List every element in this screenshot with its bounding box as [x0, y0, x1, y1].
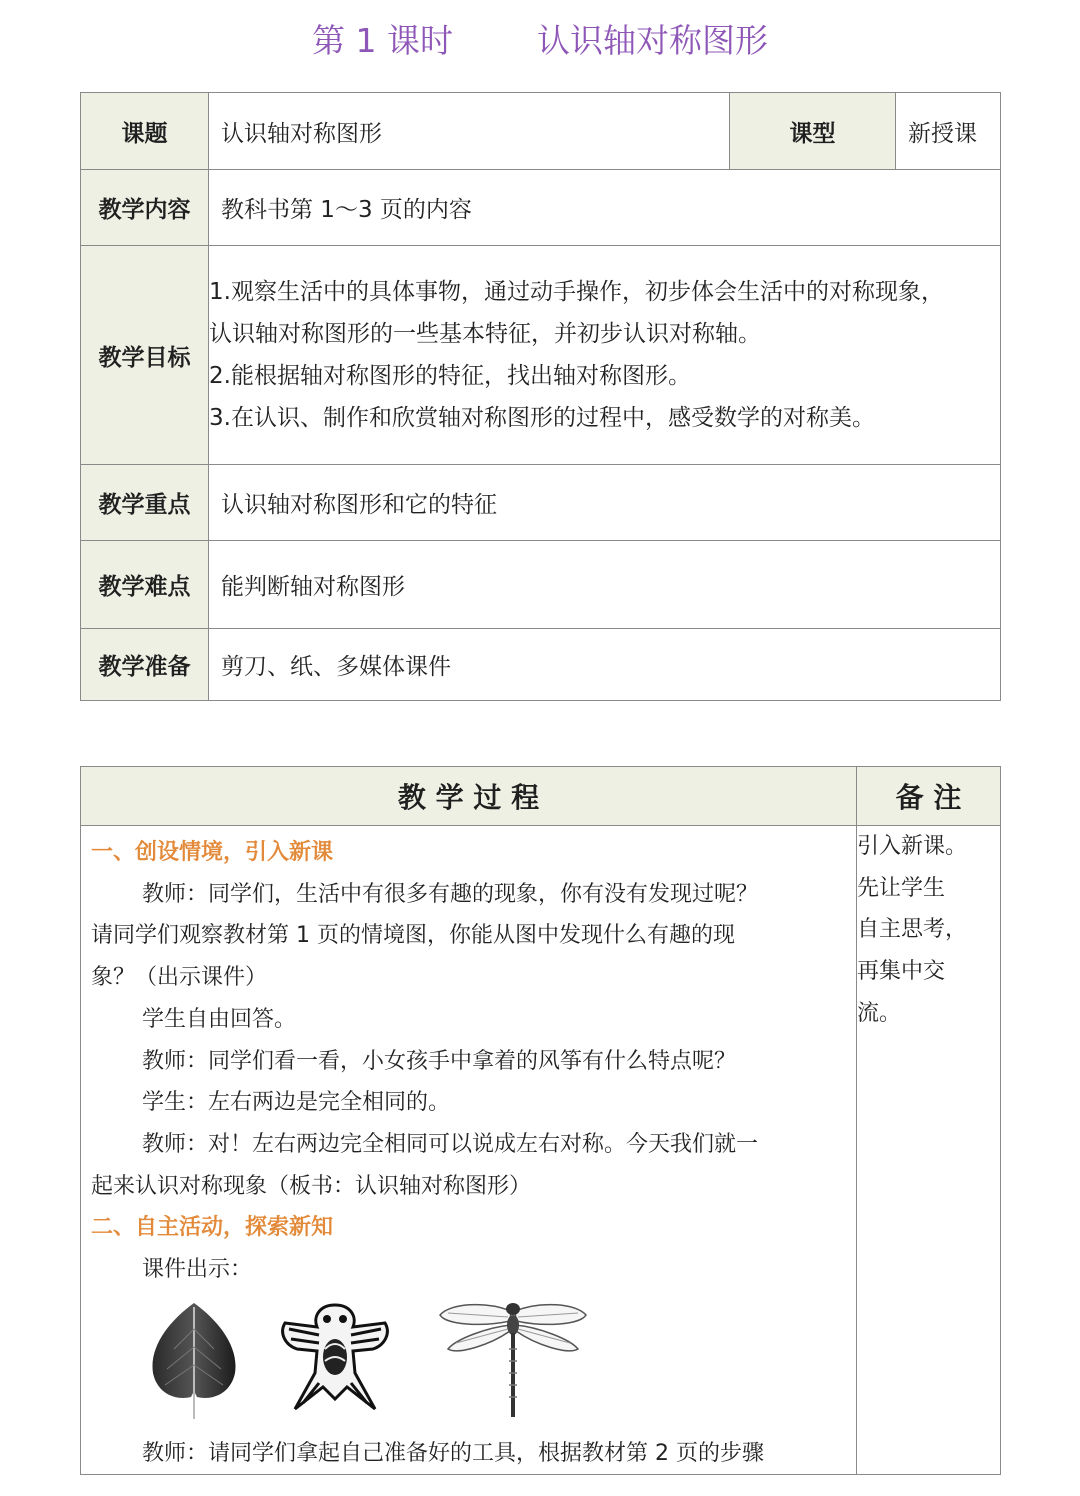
process-line: 起来认识对称现象（板书：认识轴对称图形）: [91, 1173, 532, 1199]
note-line: 再集中交: [857, 959, 946, 985]
courseware-images: [91, 1299, 844, 1427]
process-content: [81, 826, 857, 1475]
section-title: 二、自主活动，探索新知: [91, 1215, 334, 1241]
lesson-info-table: [80, 92, 1001, 701]
topic-label: 课题: [81, 93, 209, 170]
difficulty-label: 教学难点: [81, 541, 209, 629]
section-title: 一、创设情境，引入新课: [91, 840, 334, 865]
dragonfly-image: [436, 1299, 590, 1423]
type-value: 新授课: [896, 93, 1001, 170]
note-line: 先让学生: [857, 875, 946, 901]
goals-list: [209, 246, 1001, 465]
notes-header: 备 注: [857, 767, 1001, 826]
goal-line: 3.在认识、制作和欣赏轴对称图形的过程中，感受数学的对称美。: [209, 405, 875, 431]
kite-image: [275, 1299, 395, 1417]
process-line: 教师：同学们，生活中有很多有趣的现象，你有没有发现过呢？: [142, 881, 759, 907]
goal-line: 认识轴对称图形的一些基本特征，并初步认识对称轴。: [209, 321, 761, 347]
key-point-label: 教学重点: [81, 465, 209, 541]
page-title: 第 1 课时 认识轴对称图形: [312, 21, 768, 60]
topic-value: 认识轴对称图形: [209, 93, 730, 170]
process-line: 学生：左右两边是完全相同的。: [142, 1090, 451, 1116]
goals-label: 教学目标: [81, 246, 209, 465]
note-line: 自主思考，: [857, 917, 968, 943]
process-line: 教师：同学们看一看，小女孩手中拿着的风筝有什么特点呢？: [142, 1048, 737, 1074]
difficulty-value: 能判断轴对称图形: [209, 541, 1001, 629]
goal-line: 2.能根据轴对称图形的特征，找出轴对称图形。: [209, 363, 691, 389]
process-header: 教 学 过 程: [81, 767, 857, 826]
content-value: 教科书第 1～3 页的内容: [209, 170, 1001, 246]
note-line: 流。: [857, 1000, 902, 1026]
key-point-value: 认识轴对称图形和它的特征: [209, 465, 1001, 541]
type-label: 课型: [730, 93, 896, 170]
process-line: 象？（出示课件）: [91, 965, 268, 991]
process-line: 教师：对！左右两边完全相同可以说成左右对称。今天我们就一: [142, 1131, 759, 1157]
process-line: 学生自由回答。: [142, 1006, 297, 1032]
notes-content: [857, 826, 1001, 1475]
note-line: 引入新课。: [857, 834, 968, 859]
leaf-image: [149, 1299, 239, 1423]
process-line: 教师：请同学们拿起自己准备好的工具，根据教材第 2 页的步骤: [142, 1440, 764, 1466]
goal-line: 1.观察生活中的具体事物，通过动手操作，初步体会生活中的对称现象，: [209, 279, 944, 305]
process-line: 请同学们观察教材第 1 页的情境图，你能从图中发现什么有趣的现: [91, 923, 735, 949]
courseware-line: 课件出示：: [142, 1257, 253, 1283]
preparation-value: 剪刀、纸、多媒体课件: [209, 629, 1001, 701]
content-label: 教学内容: [81, 170, 209, 246]
preparation-label: 教学准备: [81, 629, 209, 701]
teaching-process-table: [80, 766, 1001, 1475]
